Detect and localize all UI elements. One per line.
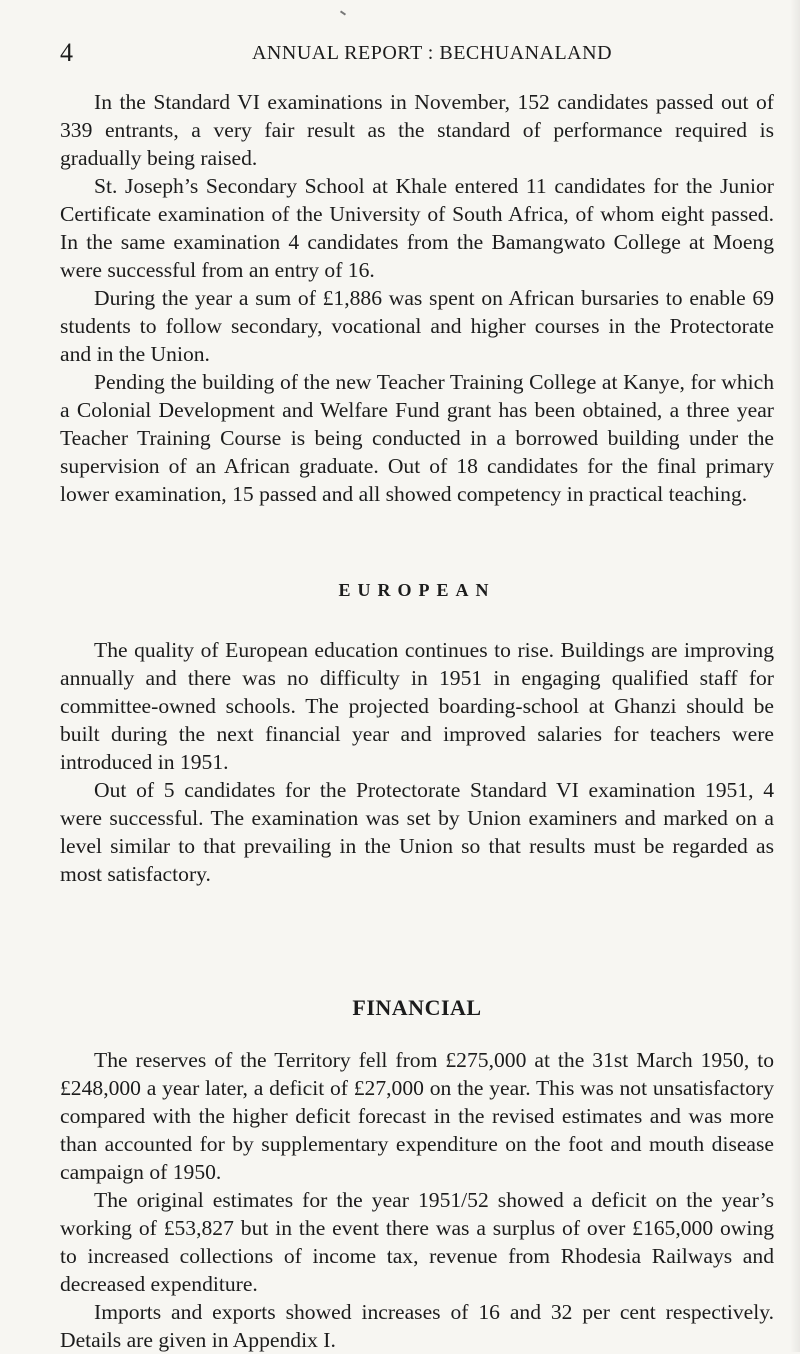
scan-speck xyxy=(340,10,346,15)
section-heading-european: EUROPEAN xyxy=(338,580,496,600)
paragraph-financial-reserves: The reserves of the Territory fell from £275,000 at the 31st March 1950, to £248,000 a year later, a deficit of £27,000 on the year. This was not unsatisfactory compared with the higher deficit forecast in the revised estimates and was more than accounted for by supplementary expenditure on the foot and mouth disease campaign of 1950. xyxy=(60,1048,774,1184)
running-head: ANNUAL REPORT : BECHUANALAND xyxy=(251,42,613,64)
page-header xyxy=(60,38,764,68)
paragraph-european-quality: The quality of European education continues to rise. Buildings are improving annually and there was no difficulty in 1951 in engaging qualified staff for committee-owned schools. The projected boarding-school at Ghanzi should be built during the next financial year and improved salaries for teachers were introduced in 1951. xyxy=(60,638,774,774)
page-edge-shadow xyxy=(790,0,800,1352)
body-text xyxy=(60,88,774,1354)
paragraph-european-exams: Out of 5 candidates for the Protectorate Standard VI examination 1951, 4 were successful. The examination was set by Union examiners and marked on a level similar to that prevailing in the Union so that results must be regarded as most satisfactory. xyxy=(60,778,774,886)
paragraph-teacher-training: Pending the building of the new Teacher Training College at Kanye, for which a Colonial Development and Welfare Fund grant has been obtained, a three year Teacher Training Course is being conducted in a borrowed building under the supervision of an African graduate. Out of 18 candidates for the final primary lower examination, 15 passed and all showed competency in practical teaching. xyxy=(60,370,774,506)
paragraph-st-josephs: St. Joseph’s Secondary School at Khale entered 11 candidates for the Junior Certificate examination of the University of South Africa, of whom eight passed. In the same examination 4 candidates from the Bamangwato College at Moeng were successful from an entry of 16. xyxy=(60,174,774,282)
paragraph-financial-estimates: The original estimates for the year 1951/52 showed a deficit on the year’s working of £53,827 but in the event there was a surplus of over £165,000 owing to increased collections of income tax, revenue from Rhodesia Railways and decreased expenditure. xyxy=(60,1188,774,1296)
page-number: 4 xyxy=(60,38,73,67)
section-heading-financial: FINANCIAL xyxy=(352,995,482,1020)
paragraph-financial-trade: Imports and exports showed increases of 16 and 32 per cent respectively. Details are given in Appendix I. xyxy=(60,1300,774,1352)
paragraph-bursaries: During the year a sum of £1,886 was spent on African bursaries to enable 69 students to follow secondary, vocational and higher courses in the Protectorate and in the Union. xyxy=(60,286,774,366)
paragraph-standard-vi: In the Standard VI examinations in November, 152 candidates passed out of 339 entrants, a very fair result as the standard of performance required is gradually being raised. xyxy=(60,90,774,170)
